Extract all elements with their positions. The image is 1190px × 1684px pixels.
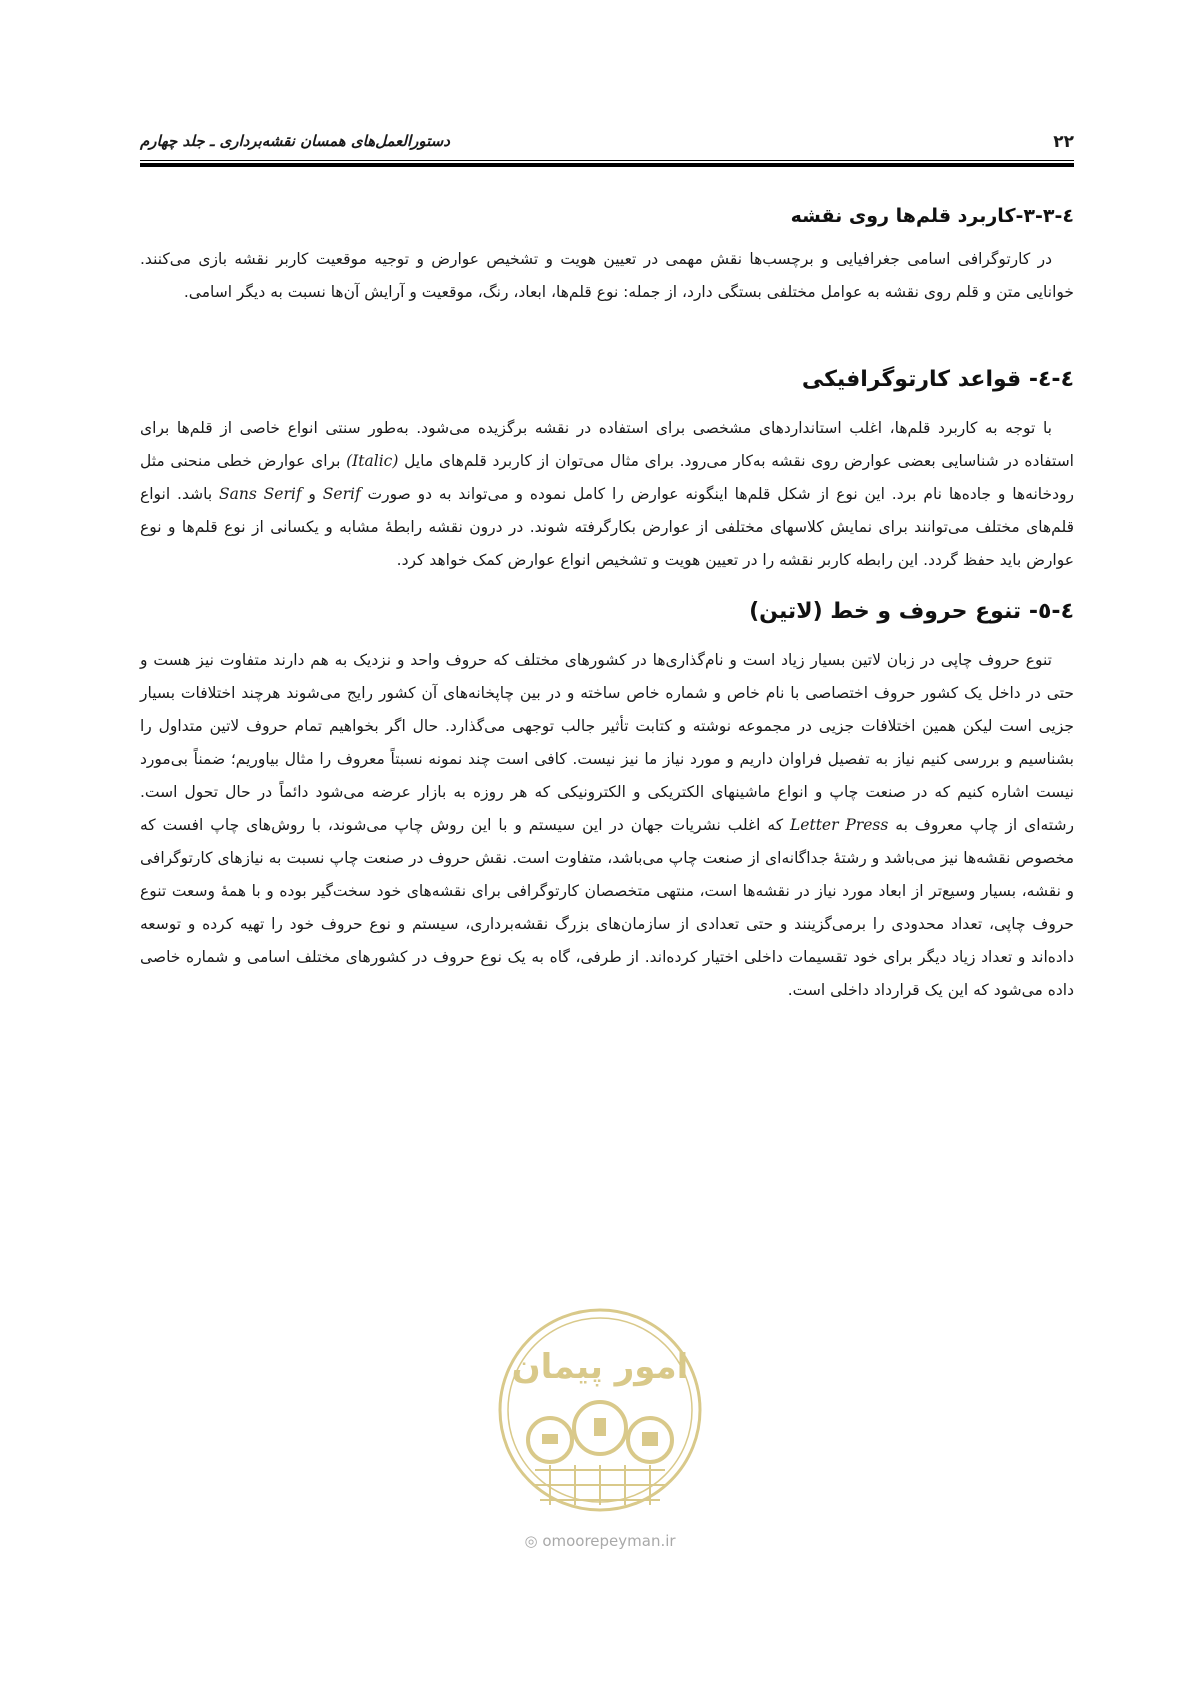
latin-term-sans-serif: Sans Serif — [219, 485, 302, 503]
section-paragraph-4-3-3: در کارتوگرافی اسامی جغرافیایی و برچسب‌ها نقش مهمی در تعیین هویت و تشخیص عوارض و توجیه موقعیت کاربر نقشه بازی می‌کنند. خوانایی متن و قلم روی نقشه به عوامل مختلفی بستگی دارد، از جمله: نوع قلم‌ها، ابعاد، رنگ، موقعیت و آرایش آن‌ها نسبت به دیگر اسامی. — [140, 250, 1074, 301]
globe-icon: ◎ — [524, 1532, 538, 1550]
text-run: برای عوارض خطی منحنی مثل رودخانه‌ها و جاده‌ها نام برد. این نوع از شکل قلم‌ها اینگونه عوارض را کامل نموده و می‌تواند به دو صورت — [140, 452, 1074, 503]
header-rule-thin — [140, 160, 1074, 161]
page-content — [140, 205, 1074, 1007]
section-paragraph-4-5 — [140, 644, 1074, 1007]
text-run: که اغلب نشریات جهان در این سیستم و با این روش چاپ می‌شوند، با روش‌های چاپ افست که مخصوص نقشه‌ها نیز می‌باشد و رشتهٔ جداگانه‌ای از صنعت چاپ می‌باشد، متفاوت است. نقش حروف در صنعت چاپ نسبت به نیازهای کارتوگرافی و نقشه، بسیار وسیع‌تر از ابعاد مورد نیاز در نقشه‌ها است، منتهی متخصصان کارتوگرافی برای نقشه‌های خود سخت‌گیر بوده و با همهٔ وسعت تنوع حروف چاپی، تعداد محدودی را برمی‌گزینند و حتی تعدادی از سازمان‌های بزرگ نقشه‌برداری، سیستم و نوع حروف خود را تهیه کرده و توسعه داده‌اند و تعداد زیاد دیگر برای خود تقسیمات داخلی اختیار کرده‌اند. از طرفی، گاه به یک نوع حروف در کشورهای مختلف اسامی و شماره خاصی داده می‌شود که این یک قرارداد داخلی است. — [140, 816, 1074, 999]
text-run: تنوع حروف چاپی در زبان لاتین بسیار زیاد است و نام‌گذاری‌ها در کشورهای مختلف که حروف واحد و نزدیک به هم دارند متفاوت نیز هست و حتی در داخل یک کشور حروف اختصاصی با نام خاص و شماره خاص ساخته و در بین چاپخانه‌های آن کشور رایج می‌شوند هرچند اختلافات بسیار جزیی است لیکن همین اختلافات جزیی در مجموعه نوشته و کتابت تأثیر جالب توجهی می‌گذارد. حال اگر بخواهیم تمام حروف لاتین متداول را بشناسیم و بررسی کنیم نیاز به تفصیل فراوان داریم و مورد نیاز ما نیز نیست. کافی است چند نمونه نسبتاً معروف را مثال بیاوریم؛ ضمناً بی‌مورد نیست اشاره کنیم که در صنعت چاپ و انواع ماشینهای الکتریکی و الکترونیکی که هر روزه به بازار عرضه می‌شود دائماً در حال تحول است. رشته‌ای از چاپ معروف به — [140, 651, 1075, 834]
section-heading-4-3-3: ٤-٣-٣-کاربرد قلم‌ها روی نقشه — [790, 205, 1074, 227]
text-run: با توجه به کاربرد قلم‌ها، اغلب استانداردهای مشخصی برای استفاده در نقشه برگزیده می‌شود. به‌طور سنتی انواع خاصی از قلم‌ها برای استفاده در شناسایی بعضی عوارض روی نقشه به‌کار می‌رود. برای مثال می‌توان از کاربرد قلم‌های مایل — [140, 419, 1074, 470]
section-heading-4-5: ٤-٥- تنوع حروف و خط (لاتین) — [749, 599, 1074, 624]
header-rule-thick — [140, 163, 1074, 167]
section-heading-4-4: ٤-٤- قواعد کارتوگرافیکی — [801, 367, 1074, 392]
latin-term-italic: (Italic) — [346, 452, 399, 470]
watermark-url-text: omoorepeyman.ir — [542, 1532, 676, 1550]
logo-lettering: امور پیمان — [511, 1347, 689, 1387]
latin-term-serif: Serif — [322, 485, 361, 503]
running-title: دستورالعمل‌های همسان نقشه‌برداری ـ جلد چهارم — [140, 132, 450, 150]
watermark-logo — [490, 1300, 710, 1550]
section-paragraph-4-4 — [140, 412, 1074, 577]
omoorepeyman-seal-icon — [490, 1300, 710, 1530]
watermark-url — [490, 1532, 710, 1550]
page-header — [140, 126, 1074, 166]
page-number: ۲۲ — [1053, 132, 1074, 152]
text-run: باشد. انواع قلم‌های مختلف می‌توانند برای نمایش کلاسهای مختلفی از عوارض بکارگرفته شوند. در درون نقشه رابطهٔ مشابه و یکسانی از نوع قلم‌ها و نوع عوارض باید حفظ گردد. این رابطه کاربر نقشه را در تعیین هویت و تشخیص انواع عوارض کمک خواهد کرد. — [140, 485, 1074, 569]
latin-term-letter-press: Letter Press — [790, 816, 889, 834]
text-run: و — [308, 485, 316, 503]
